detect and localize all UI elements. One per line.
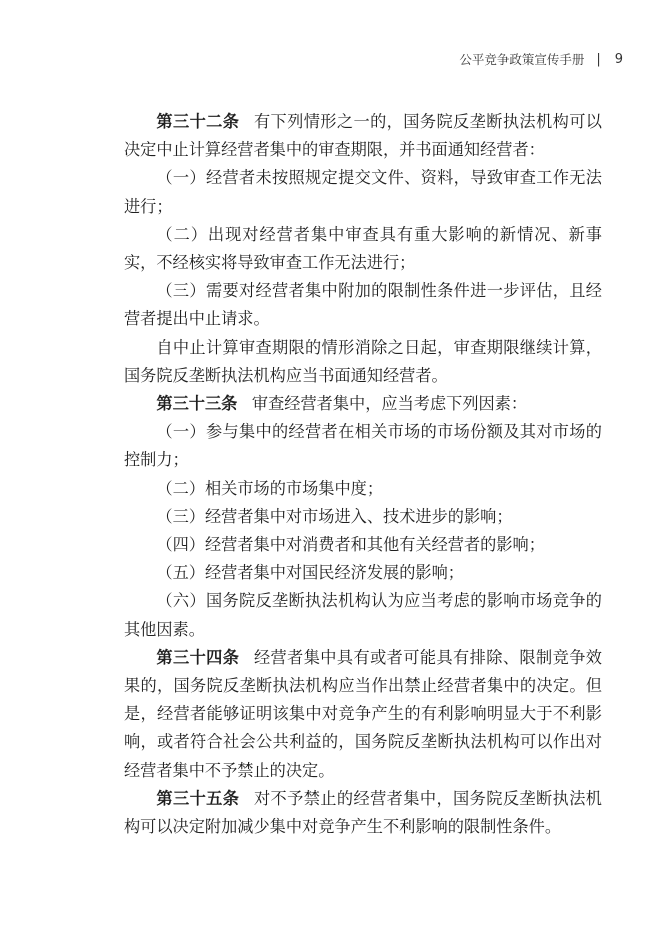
article-35-paragraph [124, 785, 602, 841]
article-34-paragraph [124, 644, 602, 785]
article-34-text: 经营者集中具有或者可能具有排除、限制竞争效果的，国务院反垄断执法机构应当作出禁止经营者集中的决定。但是，经营者能够证明该集中对竞争产生的有利影响明显大于不利影响，或者符合社会公共利益的，国务院反垄断执法机构可以作出对经营者集中不予禁止的决定。 [124, 647, 602, 780]
article-32-item-3: （三）需要对经营者集中附加的限制性条件进一步评估，且经营者提出中止请求。 [124, 281, 602, 329]
book-title: 公平竞争政策宣传手册 [459, 52, 585, 67]
article-33-paragraph [124, 390, 602, 418]
article-33-item-6: （六）国务院反垄断执法机构认为应当考虑的影响市场竞争的其他因素。 [124, 591, 602, 639]
article-32-resume-clause: 自中止计算审查期限的情形消除之日起，审查期限继续计算，国务院反垄断执法机构应当书面通知经营者。 [124, 337, 602, 385]
article-33-item-3: （三）经营者集中对市场进入、技术进步的影响； [156, 506, 513, 526]
article-32-item-2: （二）出现对经营者集中审查具有重大影响的新情况、新事实，不经核实将导致审查工作无法进行； [124, 224, 602, 273]
article-33-heading: 第三十三条 [156, 394, 238, 414]
article-32-paragraph [124, 108, 602, 164]
header-separator: | [596, 51, 601, 67]
running-header [459, 49, 623, 69]
article-32-item-1: （一）经营者未按照规定提交文件、资料，导致审查工作无法进行； [124, 168, 602, 216]
article-33-text: 审查经营者集中，应当考虑下列因素： [251, 394, 528, 414]
article-33-item-5: （五）经营者集中对国民经济发展的影响； [156, 563, 464, 583]
page-number: 9 [614, 51, 623, 67]
body-text [124, 108, 602, 841]
article-32-heading: 第三十二条 [156, 112, 240, 131]
article-35-text: 对不予禁止的经营者集中，国务院反垄断执法机构可以决定附加减少集中对竞争产生不利影响的限制性条件。 [124, 788, 602, 837]
article-33-item-1: （一）参与集中的经营者在相关市场的市场份额及其对市场的控制力； [124, 422, 602, 470]
article-35-heading: 第三十五条 [156, 788, 240, 808]
article-33-item-4: （四）经营者集中对消费者和其他有关经营者的影响； [156, 535, 545, 555]
article-33-item-2: （二）相关市场的市场集中度； [156, 478, 384, 498]
article-34-heading: 第三十四条 [156, 647, 240, 667]
article-32-text: 有下列情形之一的，国务院反垄断执法机构可以决定中止计算经营者集中的审查期限，并书面通知经营者： [124, 112, 602, 160]
